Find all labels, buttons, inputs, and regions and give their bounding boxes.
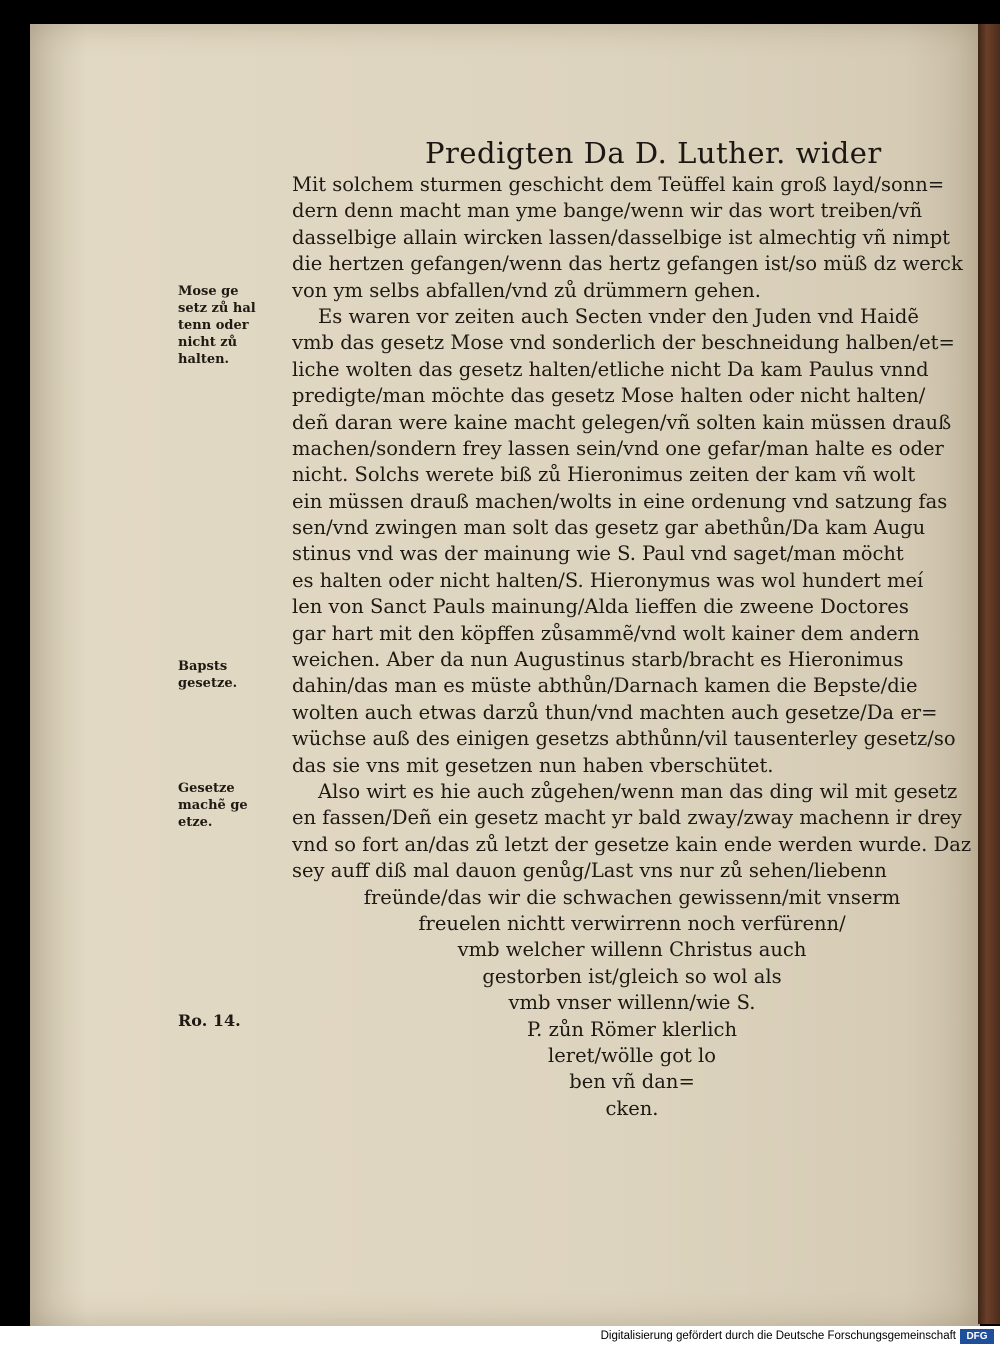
text-line: deñ daran were kaine macht gelegen/vñ solten kain müssen drauß [292,410,952,434]
text-line: weichen. Aber da nun Augustinus starb/bracht es Hieronimus [292,648,904,672]
text-line: vmb das gesetz Mose vnd sonderlich der beschneidung halben/et= [292,331,955,355]
text-line: die hertzen gefangen/wenn das hertz gefangen ist/so müß dz werck [292,252,963,276]
text-line: dern denn macht man yme bange/wenn wir das wort treiben/vñ [292,199,923,223]
footer-bar [0,1326,1000,1349]
body-text [292,172,972,1122]
margin-note: Bapsts gesetze. [178,659,238,691]
text-line: wüchse auß des einigen gesetzs abthůnn/vil tausenterley gesetz/so [292,727,956,751]
text-line: sey auff diß mal dauon genůg/Last vns nur zů sehen/liebenn [292,859,887,883]
text-line: freünde/das wir die schwachen gewissenn/mit vnserm [363,885,901,909]
margin-note: Gesetze machẽ ge etze. [178,781,248,830]
text-line: dasselbige allain wircken lassen/dasselbige ist almechtig vñ nimpt [292,225,951,249]
text-line: liche wolten das gesetz halten/etliche nicht Da kam Paulus vnnd [292,357,929,381]
text-line: vmb welcher willenn Christus auch [457,938,807,962]
text-line: en fassen/Deñ ein gesetz macht yr bald zway/zway machenn ir drey [292,806,962,830]
text-line: dahin/das man es müste abthůn/Darnach kamen die Bepste/die [292,674,918,698]
text-line: wolten auch etwas darzů thun/vnd machten auch gesetze/Da er= [292,700,938,724]
text-line: ben vñ dan= [569,1070,695,1094]
text-line: leret/wölle got lo [548,1043,716,1067]
text-line: freuelen nichtt verwirrenn noch verfürenn/ [418,911,846,935]
text-line: Mit solchem sturmen geschicht dem Teüffel kain groß layd/sonn= [292,173,945,196]
text-line: Also wirt es hie auch zůgehen/wenn man das ding wil mit gesetz [318,779,958,803]
text-line: es halten oder nicht halten/S. Hieronymus was wol hundert meí [292,568,924,592]
margin-note: Mose ge setz zů hal tenn oder nicht zů halten. [178,284,256,367]
footer-credit: Digitalisierung gefördert durch die Deutsche Forschungsgemeinschaft [600,1330,956,1342]
text-line: vnd so fort an/das zů letzt der gesetze kain ende werden wurde. Daz [292,832,972,856]
text-line: vmb vnser willenn/wie S. [508,991,756,1015]
book-binding-edge [978,24,1000,1324]
margin-note: Ro. 14. [178,1011,241,1030]
text-line: gestorben ist/gleich so wol als [482,964,782,988]
text-line: P. zůn Römer klerlich [527,1017,737,1041]
text-line: len von Sanct Pauls mainung/Alda lieffen die zweene Doctores [292,595,909,619]
text-line: sen/vnd zwingen man solt das gesetz gar abethůn/Da kam Augu [292,516,926,540]
dfg-logo: DFG [960,1329,994,1344]
text-line: gar hart mit den köpffen zůsammẽ/vnd wolt kainer dem andern [292,621,920,645]
running-head: Predigten Da D. Luther. wider [425,136,882,170]
text-line: stinus vnd was der mainung wie S. Paul vnd saget/man möcht [292,542,904,566]
text-line: Es waren vor zeiten auch Secten vnder den Juden vnd Haidẽ [318,304,919,328]
text-line: machen/sondern frey lassen sein/vnd one gefar/man halte es oder [292,436,944,460]
text-line: nicht. Solchs werete biß zů Hieronimus zeiten der kam vñ wolt [292,463,916,487]
text-line: das sie vns mit gesetzen nun haben vberschütet. [292,753,774,777]
text-line: von ym selbs abfallen/vnd zů drümmern gehen. [292,278,761,302]
scanned-page [30,24,980,1326]
text-line: predigte/man möchte das gesetz Mose halten oder nicht halten/ [292,384,926,408]
text-line: cken. [605,1096,659,1120]
text-line: ein müssen drauß machen/wolts in eine ordenung vnd satzung fas [292,489,948,513]
